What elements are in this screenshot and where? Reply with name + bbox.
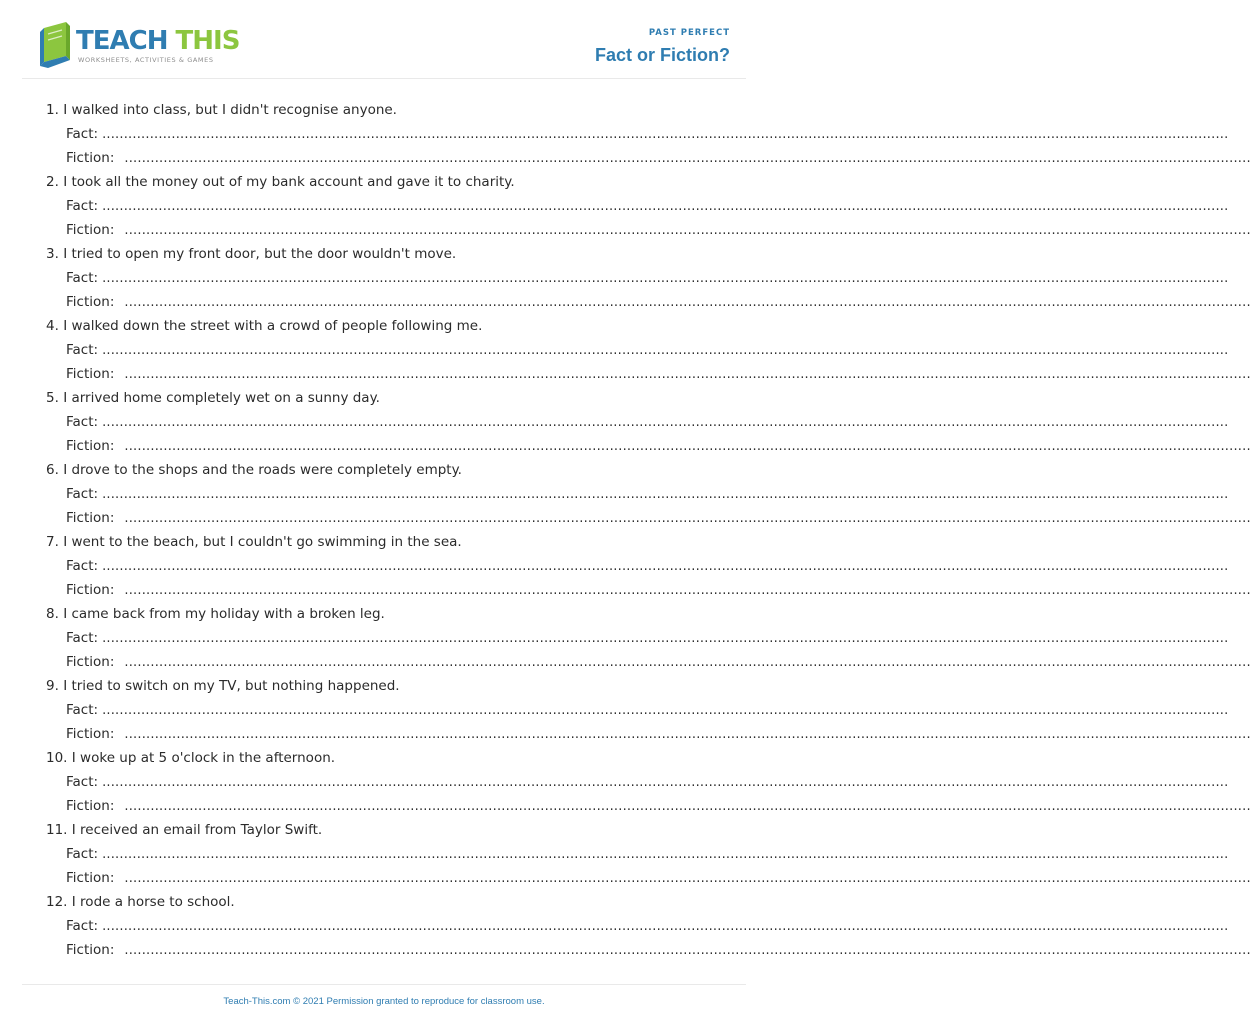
fact-label: Fact: [66, 702, 99, 718]
question-item [46, 890, 1251, 962]
dotted-answer-space[interactable]: .................................................................................................................................................................................................................................................................... [102, 919, 1229, 934]
question-item [46, 386, 1251, 458]
question-number: 6. [46, 462, 59, 478]
fact-label: Fact: [66, 918, 99, 934]
dotted-answer-space[interactable]: .................................................................................................................................................................................................................................................................... [102, 415, 1229, 430]
dotted-answer-space[interactable]: .................................................................................................................................................................................................................................................................... [102, 703, 1229, 718]
question-text [46, 746, 722, 770]
question-number: 3. [46, 246, 59, 262]
dotted-answer-space[interactable]: .................................................................................................................................................................................................................................................................... [124, 511, 1251, 526]
question-text [46, 98, 722, 122]
question-item [46, 602, 1251, 674]
fiction-answer-line[interactable] [66, 290, 1251, 314]
fiction-label: Fiction: [66, 294, 115, 310]
fiction-answer-line[interactable] [66, 722, 1251, 746]
logo-tagline: WORKSHEETS, ACTIVITIES & GAMES [78, 56, 214, 64]
dotted-answer-space[interactable]: .................................................................................................................................................................................................................................................................... [102, 343, 1229, 358]
fact-answer-line[interactable] [66, 914, 1229, 938]
question-list [46, 98, 1251, 962]
question-item [46, 314, 1251, 386]
question-sentence: I walked into class, but I didn't recognise anyone. [63, 102, 397, 118]
fiction-label: Fiction: [66, 870, 115, 886]
question-sentence: I came back from my holiday with a broken leg. [63, 606, 385, 622]
question-sentence: I arrived home completely wet on a sunny day. [63, 390, 380, 406]
fact-label: Fact: [66, 414, 99, 430]
dotted-answer-space[interactable]: .................................................................................................................................................................................................................................................................... [124, 367, 1251, 382]
fiction-answer-line[interactable] [66, 146, 1251, 170]
question-text [46, 314, 722, 338]
dotted-answer-space[interactable]: .................................................................................................................................................................................................................................................................... [102, 127, 1229, 142]
fiction-answer-line[interactable] [66, 650, 1251, 674]
worksheet-topic: PAST PERFECT [648, 28, 730, 38]
fact-answer-line[interactable] [66, 266, 1229, 290]
question-number: 10. [46, 750, 68, 766]
fact-answer-line[interactable] [66, 698, 1229, 722]
fiction-label: Fiction: [66, 942, 115, 958]
fiction-label: Fiction: [66, 150, 115, 166]
question-number: 1. [46, 102, 59, 118]
fact-answer-line[interactable] [66, 410, 1229, 434]
fact-answer-line[interactable] [66, 554, 1229, 578]
fact-label: Fact: [66, 774, 99, 790]
question-item [46, 98, 1251, 170]
dotted-answer-space[interactable]: .................................................................................................................................................................................................................................................................... [124, 871, 1251, 886]
question-sentence: I tried to switch on my TV, but nothing happened. [63, 678, 400, 694]
question-number: 11. [46, 822, 68, 838]
question-item [46, 746, 1251, 818]
fiction-answer-line[interactable] [66, 866, 1251, 890]
page-title: Fact or Fiction? [595, 45, 730, 65]
question-text [46, 818, 722, 842]
fact-answer-line[interactable] [66, 842, 1229, 866]
footer-divider [22, 984, 746, 985]
question-sentence: I tried to open my front door, but the door wouldn't move. [63, 246, 457, 262]
dotted-answer-space[interactable]: .................................................................................................................................................................................................................................................................... [124, 727, 1251, 742]
question-text [46, 170, 722, 194]
fact-answer-line[interactable] [66, 338, 1229, 362]
question-text [46, 386, 722, 410]
fiction-label: Fiction: [66, 654, 115, 670]
fiction-label: Fiction: [66, 438, 115, 454]
fiction-label: Fiction: [66, 798, 115, 814]
fiction-answer-line[interactable] [66, 794, 1251, 818]
question-sentence: I woke up at 5 o'clock in the afternoon. [71, 750, 336, 766]
question-sentence: I took all the money out of my bank account and gave it to charity. [63, 174, 515, 190]
question-number: 8. [46, 606, 59, 622]
question-text [46, 602, 722, 626]
dotted-answer-space[interactable]: .................................................................................................................................................................................................................................................................... [124, 439, 1251, 454]
question-item [46, 818, 1251, 890]
dotted-answer-space[interactable]: .................................................................................................................................................................................................................................................................... [124, 943, 1251, 958]
fiction-label: Fiction: [66, 582, 115, 598]
dotted-answer-space[interactable]: .................................................................................................................................................................................................................................................................... [102, 775, 1229, 790]
fiction-answer-line[interactable] [66, 362, 1251, 386]
fact-label: Fact: [66, 846, 99, 862]
fact-label: Fact: [66, 270, 99, 286]
page-header [22, 0, 746, 79]
fiction-answer-line[interactable] [66, 506, 1251, 530]
fact-label: Fact: [66, 126, 99, 142]
question-item [46, 530, 1251, 602]
question-text [46, 242, 722, 266]
question-item [46, 170, 1251, 242]
dotted-answer-space[interactable]: .................................................................................................................................................................................................................................................................... [102, 271, 1229, 286]
fiction-label: Fiction: [66, 510, 115, 526]
question-number: 5. [46, 390, 59, 406]
question-item [46, 242, 1251, 314]
fact-label: Fact: [66, 630, 99, 646]
dotted-answer-space[interactable]: .................................................................................................................................................................................................................................................................... [124, 223, 1251, 238]
fiction-answer-line[interactable] [66, 938, 1251, 962]
dotted-answer-space[interactable]: .................................................................................................................................................................................................................................................................... [102, 631, 1229, 646]
dotted-answer-space[interactable]: .................................................................................................................................................................................................................................................................... [102, 847, 1229, 862]
question-number: 12. [46, 894, 68, 910]
book-logo-icon [36, 22, 76, 68]
dotted-answer-space[interactable]: .................................................................................................................................................................................................................................................................... [102, 199, 1229, 214]
question-number: 9. [46, 678, 59, 694]
question-text [46, 890, 722, 914]
fact-answer-line[interactable] [66, 122, 1229, 146]
question-sentence: I rode a horse to school. [71, 894, 235, 910]
fact-answer-line[interactable] [66, 482, 1229, 506]
dotted-answer-space[interactable]: .................................................................................................................................................................................................................................................................... [124, 151, 1251, 166]
fact-label: Fact: [66, 558, 99, 574]
question-sentence: I drove to the shops and the roads were completely empty. [63, 462, 462, 478]
question-item [46, 458, 1251, 530]
dotted-answer-space[interactable]: .................................................................................................................................................................................................................................................................... [102, 487, 1229, 502]
question-text [46, 458, 722, 482]
fact-answer-line[interactable] [66, 626, 1229, 650]
question-number: 2. [46, 174, 59, 190]
fact-label: Fact: [66, 342, 99, 358]
dotted-answer-space[interactable]: .................................................................................................................................................................................................................................................................... [124, 799, 1251, 814]
fact-answer-line[interactable] [66, 770, 1229, 794]
dotted-answer-space[interactable]: .................................................................................................................................................................................................................................................................... [124, 583, 1251, 598]
fiction-answer-line[interactable] [66, 578, 1251, 602]
question-item [46, 674, 1251, 746]
question-sentence: I went to the beach, but I couldn't go swimming in the sea. [63, 534, 462, 550]
fiction-label: Fiction: [66, 726, 115, 742]
fiction-answer-line[interactable] [66, 218, 1251, 242]
question-sentence: I walked down the street with a crowd of people following me. [63, 318, 483, 334]
fact-answer-line[interactable] [66, 194, 1229, 218]
question-number: 7. [46, 534, 59, 550]
fact-label: Fact: [66, 486, 99, 502]
question-text [46, 674, 722, 698]
dotted-answer-space[interactable]: .................................................................................................................................................................................................................................................................... [124, 295, 1251, 310]
dotted-answer-space[interactable]: .................................................................................................................................................................................................................................................................... [102, 559, 1229, 574]
logo-wordmark: TEACH THIS [76, 26, 240, 56]
fiction-label: Fiction: [66, 222, 115, 238]
teach-this-logo [36, 22, 240, 68]
question-sentence: I received an email from Taylor Swift. [71, 822, 323, 838]
question-text [46, 530, 722, 554]
fact-label: Fact: [66, 198, 99, 214]
question-number: 4. [46, 318, 59, 334]
footer-copyright: Teach-This.com © 2021 Permission granted to reproduce for classroom use. [223, 996, 545, 1007]
fiction-label: Fiction: [66, 366, 115, 382]
dotted-answer-space[interactable]: .................................................................................................................................................................................................................................................................... [124, 655, 1251, 670]
fiction-answer-line[interactable] [66, 434, 1251, 458]
